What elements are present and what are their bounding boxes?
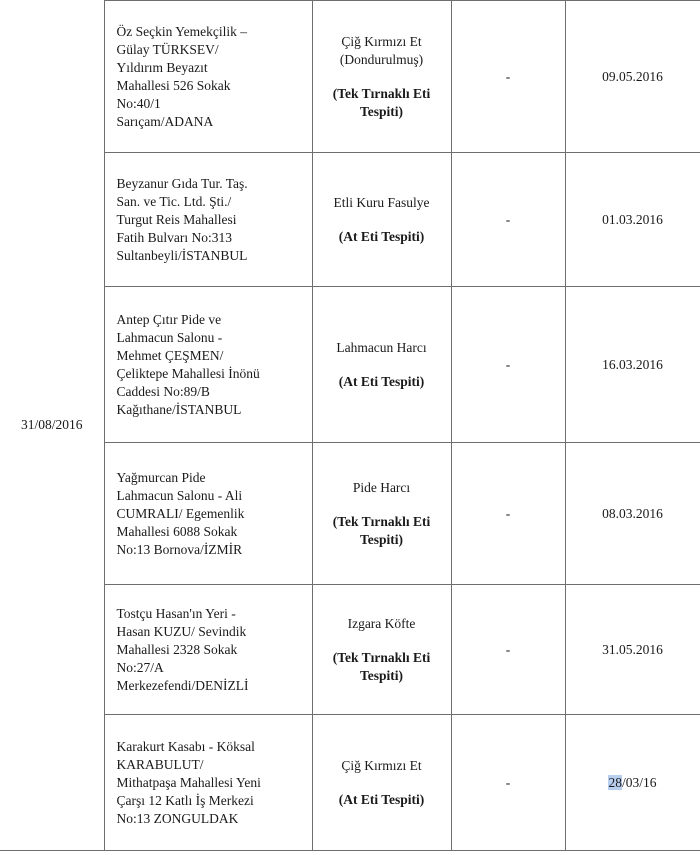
- firm-line: No:13 Bornova/İZMİR: [116, 541, 243, 557]
- dash-cell: -: [451, 715, 565, 851]
- finding-text: Tespiti): [359, 103, 403, 119]
- firm-cell: [104, 1, 312, 153]
- firm-line: Sarıçam/ADANA: [116, 113, 214, 129]
- finding-text: (At Eti Tespiti): [338, 373, 425, 389]
- firm-line: Caddesi No:89/B: [116, 383, 210, 399]
- product-name: (Dondurulmuş): [339, 51, 424, 67]
- firm-line: San. ve Tic. Ltd. Şti./: [116, 193, 232, 209]
- firm-line: Karakurt Kasabı - Köksal: [116, 738, 255, 754]
- table-row: [0, 153, 700, 287]
- spacer: [319, 69, 445, 85]
- firm-cell: [104, 443, 312, 585]
- product-cell: [312, 443, 451, 585]
- dash-cell: -: [451, 443, 565, 585]
- firm-line: Mahallesi 6088 Sokak: [116, 523, 238, 539]
- spacer: [319, 775, 445, 791]
- firm-line: Fatih Bulvarı No:313: [116, 229, 232, 245]
- firm-line: Turgut Reis Mahallesi: [116, 211, 237, 227]
- firm-cell: [104, 585, 312, 715]
- dash-cell: -: [451, 153, 565, 287]
- firm-line: KARABULUT/: [116, 756, 204, 772]
- dash-cell: -: [451, 1, 565, 153]
- table-row: [0, 287, 700, 443]
- product-name: Lahmacun Harcı: [336, 339, 427, 355]
- firm-line: No:27/A: [116, 659, 164, 675]
- firm-line: Mahallesi 526 Sokak: [116, 77, 231, 93]
- firm-line: Kağıthane/İSTANBUL: [116, 401, 242, 417]
- report-date: 31/08/2016: [0, 1, 104, 851]
- finding-text: (Tek Tırnaklı Eti: [332, 85, 431, 101]
- product-name: Etli Kuru Fasulye: [333, 194, 430, 210]
- date-cell: [565, 715, 700, 851]
- firm-line: Yıldırım Beyazıt: [116, 59, 208, 75]
- product-name: Çiğ Kırmızı Et: [341, 757, 422, 773]
- firm-cell: [104, 153, 312, 287]
- finding-text: Tespiti): [359, 667, 403, 683]
- firm-line: Tostçu Hasan'ın Yeri -: [116, 605, 236, 621]
- firm-line: Merkezefendi/DENİZLİ: [116, 677, 249, 693]
- finding-text: (Tek Tırnaklı Eti: [332, 513, 431, 529]
- finding-text: (At Eti Tespiti): [338, 228, 425, 244]
- firm-line: Mithatpaşa Mahallesi Yeni: [116, 774, 261, 790]
- product-cell: [312, 287, 451, 443]
- firm-line: Lahmacun Salonu - Ali: [116, 487, 243, 503]
- product-cell: [312, 715, 451, 851]
- product-cell: [312, 585, 451, 715]
- table-row: [0, 585, 700, 715]
- product-cell: [312, 1, 451, 153]
- product-name: Izgara Köfte: [347, 615, 416, 631]
- firm-line: Öz Seçkin Yemekçilik –: [116, 23, 247, 39]
- table-row: [0, 1, 700, 153]
- date-cell: 16.03.2016: [565, 287, 700, 443]
- firm-line: Gülay TÜRKSEV/: [116, 41, 219, 57]
- date-cell: 09.05.2016: [565, 1, 700, 153]
- product-name: Çiğ Kırmızı Et: [341, 33, 422, 49]
- firm-line: Beyzanur Gıda Tur. Taş.: [116, 175, 248, 191]
- spacer: [319, 212, 445, 228]
- dash-cell: -: [451, 585, 565, 715]
- date-cell: 08.03.2016: [565, 443, 700, 585]
- product-cell: [312, 153, 451, 287]
- firm-cell: [104, 715, 312, 851]
- firm-line: Yağmurcan Pide: [116, 469, 206, 485]
- firm-line: No:40/1: [116, 95, 161, 111]
- finding-text: (Tek Tırnaklı Eti: [332, 649, 431, 665]
- spacer: [319, 357, 445, 373]
- firm-line: Mahallesi 2328 Sokak: [116, 641, 238, 657]
- date-rest: /03/16: [621, 774, 657, 790]
- dash-cell: -: [451, 287, 565, 443]
- spacer: [319, 497, 445, 513]
- firm-cell: [104, 287, 312, 443]
- firm-line: Mehmet ÇEŞMEN/: [116, 347, 224, 363]
- table-row: [0, 443, 700, 585]
- firm-line: Antep Çıtır Pide ve: [116, 311, 222, 327]
- firm-line: CUMRALI/ Egemenlik: [116, 505, 245, 521]
- finding-text: Tespiti): [359, 531, 403, 547]
- firm-line: No:13 ZONGULDAK: [116, 810, 239, 826]
- firm-line: Hasan KUZU/ Sevindik: [116, 623, 247, 639]
- table-row: [0, 715, 700, 851]
- firm-line: Lahmacun Salonu -: [116, 329, 223, 345]
- firm-line: Çeliktepe Mahallesi İnönü: [116, 365, 260, 381]
- date-cell: 31.05.2016: [565, 585, 700, 715]
- product-name: Pide Harcı: [352, 479, 411, 495]
- firm-line: Sultanbeyli/İSTANBUL: [116, 247, 248, 263]
- date-highlight: 28: [608, 774, 622, 790]
- firm-line: Çarşı 12 Katlı İş Merkezi: [116, 792, 254, 808]
- finding-text: (At Eti Tespiti): [338, 791, 425, 807]
- spacer: [319, 633, 445, 649]
- date-cell: 01.03.2016: [565, 153, 700, 287]
